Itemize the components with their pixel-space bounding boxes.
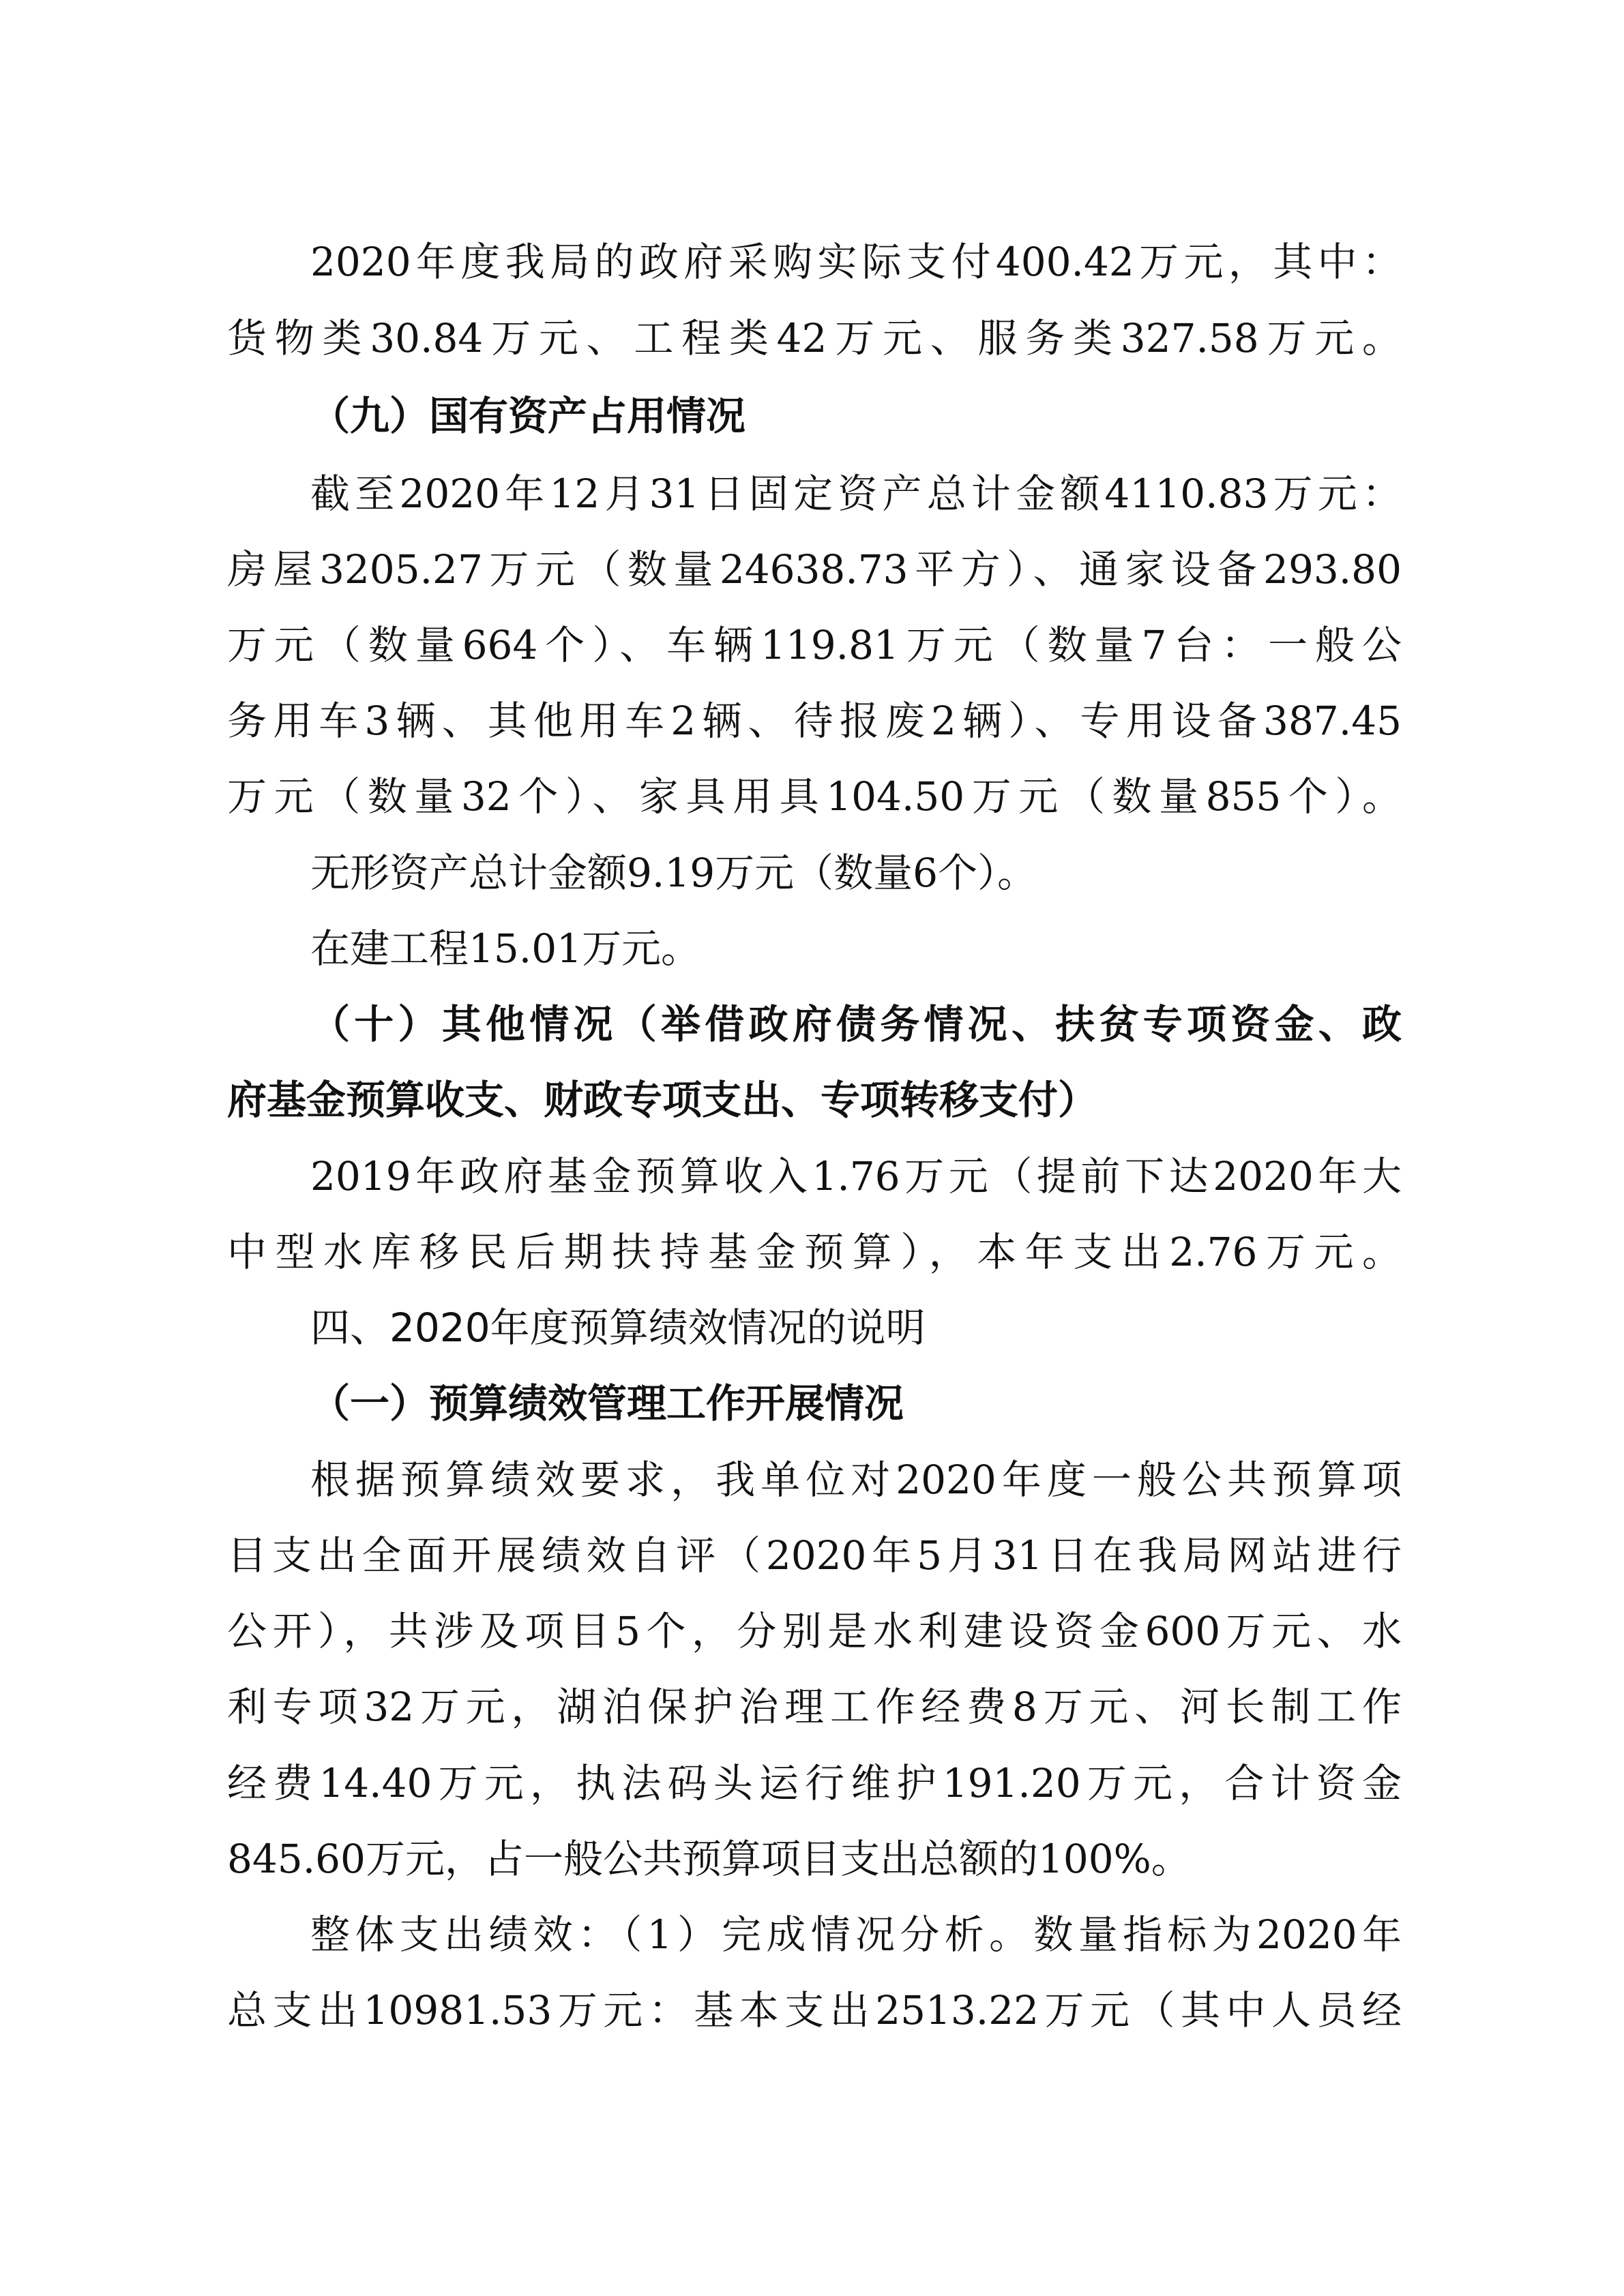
text-line: 中型水库移民后期扶持基金预算），本年支出2.76万元。 <box>227 1229 1402 1275</box>
text-line: 2020年度我局的政府采购实际支付400.42万元，其中： <box>310 239 1402 285</box>
text-line: 万元（数量32个）、家具用具104.50万元（数量855个）。 <box>227 773 1402 820</box>
text-line: 无形资产总计金额9.19万元（数量6个）。 <box>310 850 1037 896</box>
section-heading: （一）预算绩效管理工作开展情况 <box>310 1380 904 1427</box>
text-line: 在建工程15.01万元。 <box>310 925 701 972</box>
text-line: 万元（数量664个）、车辆119.81万元（数量7台：一般公 <box>227 622 1402 668</box>
text-line: 利专项32万元，湖泊保护治理工作经费8万元、河长制工作 <box>227 1684 1402 1730</box>
text-line: 务用车3辆、其他用车2辆、待报废2辆）、专用设备387.45 <box>227 698 1402 744</box>
text-line: 2019年政府基金预算收入1.76万元（提前下达2020年大 <box>310 1153 1402 1199</box>
text-line: 整体支出绩效：（1）完成情况分析。数量指标为2020年 <box>310 1911 1402 1958</box>
text-line: 货物类30.84万元、工程类42万元、服务类327.58万元。 <box>227 315 1402 361</box>
text-line: 截至2020年12月31日固定资产总计金额4110.83万元： <box>310 471 1402 517</box>
section-heading: （十）其他情况（举借政府债务情况、扶贫专项资金、政 <box>310 1001 1402 1047</box>
text-line: 总支出10981.53万元：基本支出2513.22万元（其中人员经 <box>227 1987 1402 2033</box>
chapter-heading: 四、2020年度预算绩效情况的说明 <box>310 1304 926 1351</box>
text-line: 根据预算绩效要求，我单位对2020年度一般公共预算项 <box>310 1457 1402 1503</box>
section-heading: 府基金预算收支、财政专项支出、专项转移支付） <box>227 1077 1098 1123</box>
text-line: 房屋3205.27万元（数量24638.73平方）、通家设备293.80 <box>227 546 1402 593</box>
text-line: 目支出全面开展绩效自评（2020年5月31日在我局网站进行 <box>227 1532 1402 1579</box>
text-line: 公开），共涉及项目5个，分别是水利建设资金600万元、水 <box>227 1608 1402 1654</box>
text-line: 845.60万元，占一般公共预算项目支出总额的100%。 <box>227 1836 1191 1882</box>
section-heading: （九）国有资产占用情况 <box>310 393 746 439</box>
text-line: 经费14.40万元，执法码头运行维护191.20万元，合计资金 <box>227 1760 1402 1806</box>
